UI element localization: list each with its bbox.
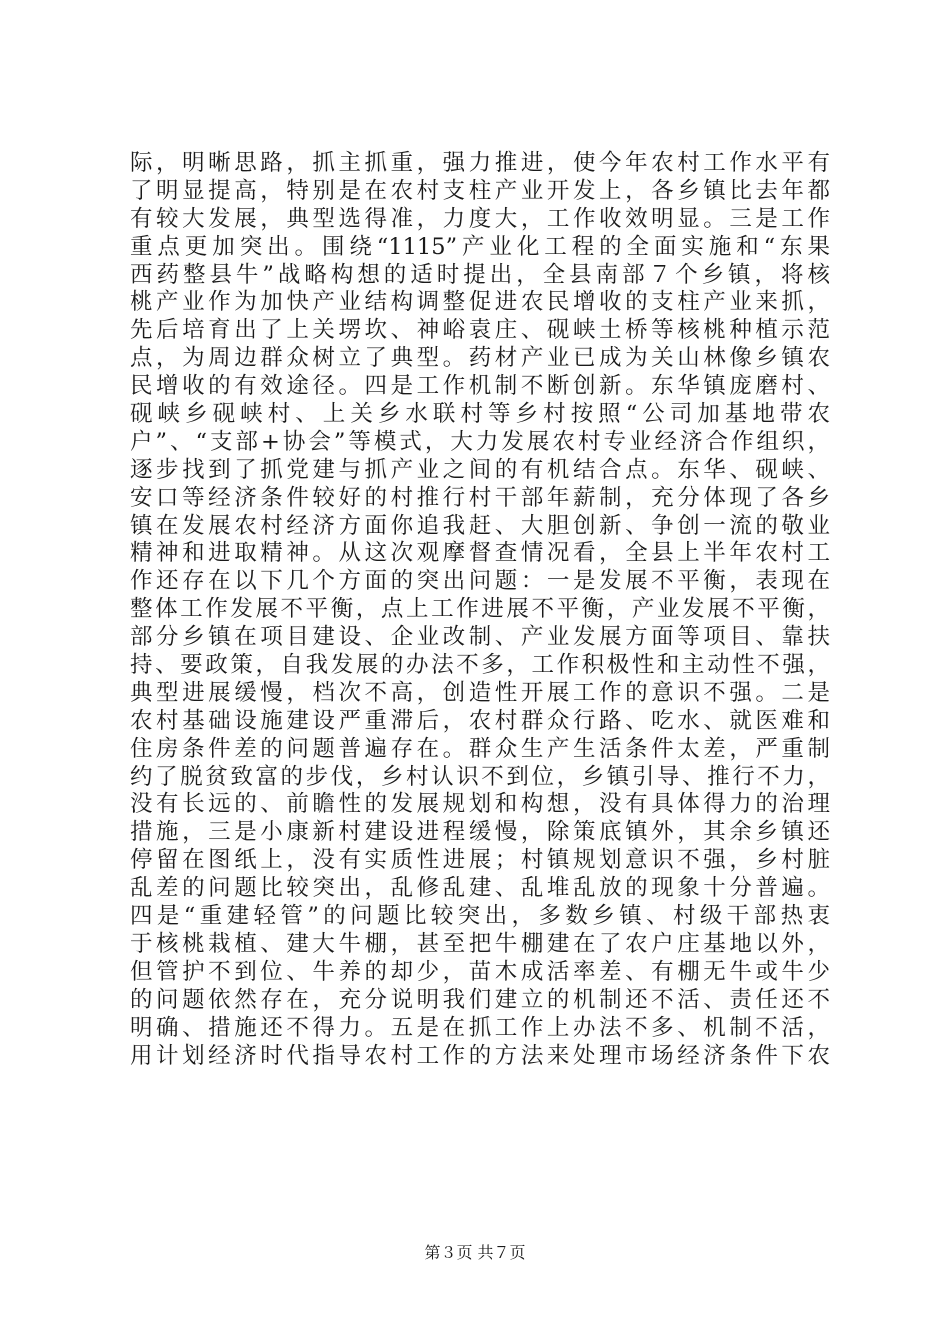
body-paragraph <box>130 150 830 1070</box>
text-line: 先后培育出了上关塄坎、神峪袁庄、砚峡土桥等核桃种植示范 <box>130 317 830 344</box>
text-line: 有较大发展，典型选得准，力度大，工作收效明显。三是工作 <box>130 205 830 232</box>
text-line: 际，明晰思路，抓主抓重，强力推进，使今年农村工作水平有 <box>130 150 830 176</box>
text-line: 桃产业作为加快产业结构调整促进农民增收的支柱产业来抓， <box>130 289 830 316</box>
text-line: 用计划经济时代指导农村工作的方法来处理市场经济条件下农 <box>130 1042 830 1069</box>
text-line: 住房条件差的问题普遍存在。群众生产生活条件太差，严重制 <box>130 735 830 762</box>
text-line: 部分乡镇在项目建设、企业改制、产业发展方面等项目、靠扶 <box>130 624 830 651</box>
text-line: 作还存在以下几个方面的突出问题：一是发展不平衡，表现在 <box>130 568 830 595</box>
page-footer: 第３页 共７页 <box>424 1243 526 1262</box>
text-line: 户”、“支部+协会”等模式，大力发展农村专业经济合作组织， <box>130 428 830 455</box>
text-line: 明确、措施还不得力。五是在抓工作上办法不多、机制不活， <box>130 1014 830 1041</box>
text-line: 的问题依然存在，充分说明我们建立的机制还不活、责任还不 <box>130 986 830 1013</box>
text-line: 安口等经济条件较好的村推行村干部年薪制，充分体现了各乡 <box>130 484 830 511</box>
text-line: 精神和进取精神。从这次观摩督查情况看，全县上半年农村工 <box>130 540 830 567</box>
text-line: 没有长远的、前瞻性的发展规划和构想，没有具体得力的治理 <box>130 791 830 818</box>
text-line: 西药整县牛”战略构想的适时提出，全县南部７个乡镇，将核 <box>130 261 830 288</box>
text-line: 于核桃栽植、建大牛棚，甚至把牛棚建在了农户庄基地以外， <box>130 930 830 957</box>
text-line: 乱差的问题比较突出，乱修乱建、乱堆乱放的现象十分普遍。 <box>130 875 830 902</box>
text-line: 持、要政策，自我发展的办法不多，工作积极性和主动性不强， <box>130 652 830 679</box>
text-line: 农村基础设施建设严重滞后，农村群众行路、吃水、就医难和 <box>130 707 830 734</box>
text-line: 措施，三是小康新村建设进程缓慢，除策底镇外，其余乡镇还 <box>130 819 830 846</box>
text-line: 了明显提高，特别是在农村支柱产业开发上，各乡镇比去年都 <box>130 177 830 204</box>
text-line: 点，为周边群众树立了典型。药材产业已成为关山林像乡镇农 <box>130 345 830 372</box>
text-line: 镇在发展农村经济方面你追我赶、大胆创新、争创一流的敬业 <box>130 512 830 539</box>
text-line: 重点更加突出。围绕“1115”产业化工程的全面实施和“东果 <box>130 233 830 260</box>
text-line: 四是“重建轻管”的问题比较突出，多数乡镇、村级干部热衷 <box>130 903 830 930</box>
text-line: 典型进展缓慢，档次不高，创造性开展工作的意识不强。二是 <box>130 679 830 706</box>
text-line: 约了脱贫致富的步伐，乡村认识不到位，乡镇引导、推行不力， <box>130 763 830 790</box>
text-line: 逐步找到了抓党建与抓产业之间的有机结合点。东华、砚峡、 <box>130 456 830 483</box>
text-line: 停留在图纸上，没有实质性进展；村镇规划意识不强，乡村脏 <box>130 847 830 874</box>
text-line: 砚峡乡砚峡村、上关乡水联村等乡村按照“公司加基地带农 <box>130 401 830 428</box>
text-line: 民增收的有效途径。四是工作机制不断创新。东华镇庞磨村、 <box>130 373 830 400</box>
text-line: 但管护不到位、牛养的却少，苗木成活率差、有棚无牛或牛少 <box>130 958 830 985</box>
text-line: 整体工作发展不平衡，点上工作进展不平衡，产业发展不平衡， <box>130 596 830 623</box>
